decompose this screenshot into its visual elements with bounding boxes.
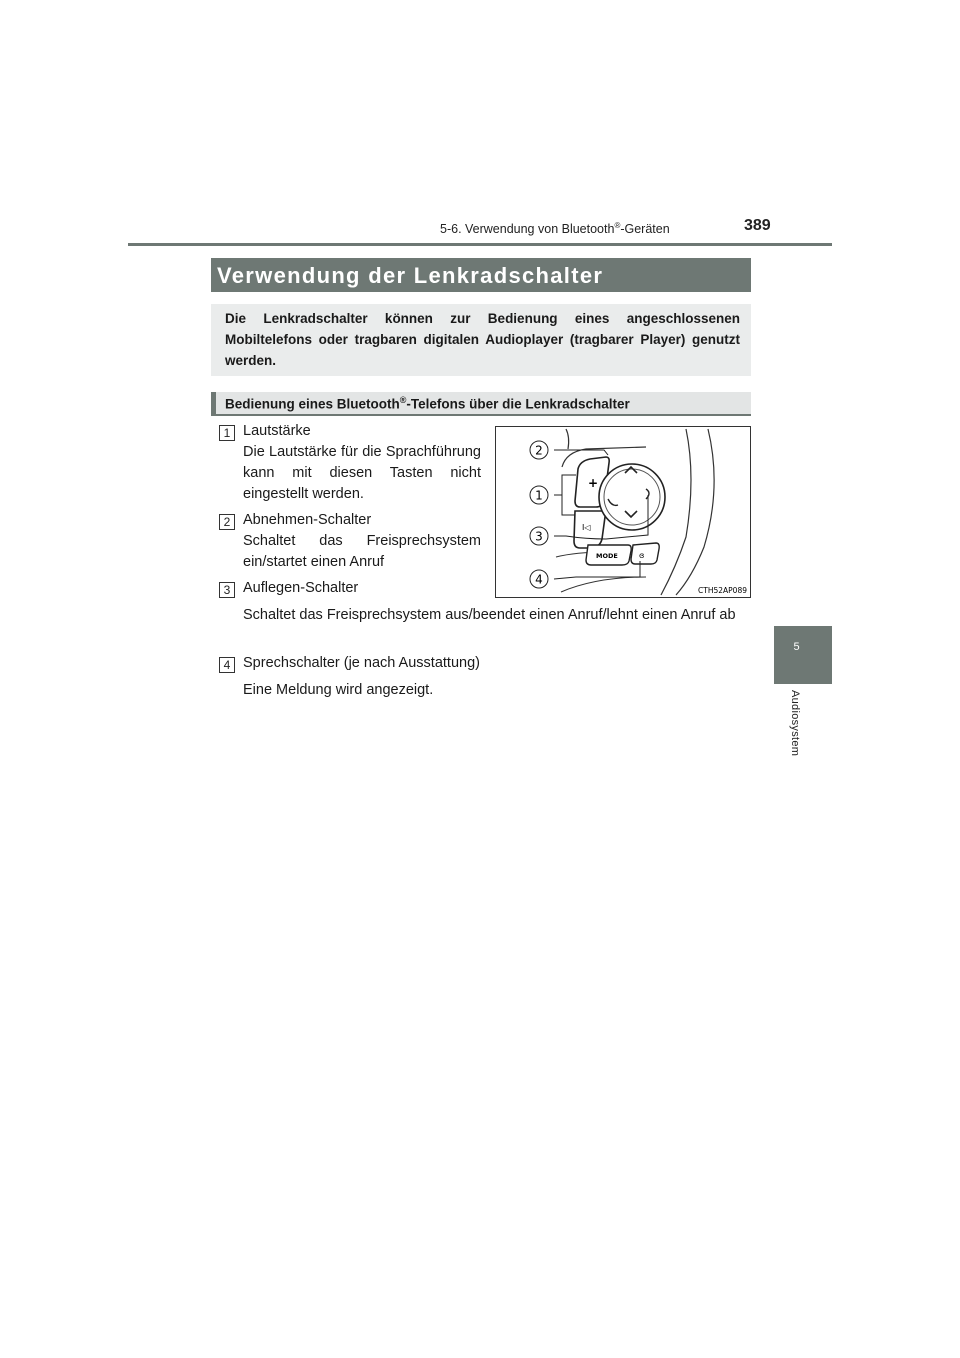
item-desc-answer: Schaltet das Freisprechsystem ein/startet einen Anruf xyxy=(243,533,481,570)
callout-label-2: 2 xyxy=(535,443,543,458)
item-title-volume: Lautstärke xyxy=(243,423,311,439)
chapter-tab-number: 5 xyxy=(793,641,800,653)
wheel-edge-line xyxy=(566,429,569,449)
item-marker-1: 1 xyxy=(219,425,235,441)
mute-icon: I◁ xyxy=(582,523,591,532)
callout-label-4: 4 xyxy=(535,572,543,587)
steering-switch-figure xyxy=(495,426,751,598)
wheel-rim-outer xyxy=(661,429,691,595)
wheel-rim-inner xyxy=(676,429,714,595)
voice-icon: ɞ xyxy=(639,551,645,560)
item-marker-2: 2 xyxy=(219,514,235,530)
callout-line-1 xyxy=(554,475,576,515)
registered-mark: ® xyxy=(399,395,407,405)
item-desc-talk: Eine Meldung wird angezeigt. xyxy=(243,682,434,698)
talk-button[interactable] xyxy=(631,543,659,564)
subheading-suffix: -Telefons über die Lenkradschalter xyxy=(406,396,630,412)
subheading xyxy=(225,395,630,412)
page-title: Verwendung der Lenkradschalter xyxy=(217,263,604,288)
item-desc-volume: Die Lautstärke für die Sprachführung kann mit diesen Tasten nicht eingestellt werden. xyxy=(243,444,481,502)
item-title-talk: Sprechschalter (je nach Ausstattung) xyxy=(243,655,480,671)
item-marker-4: 4 xyxy=(219,657,235,673)
page-number: 389 xyxy=(744,217,771,234)
section-header-text: 5-6. Verwendung von Bluetooth xyxy=(440,222,615,237)
plus-icon: + xyxy=(588,476,599,490)
spoke-lower xyxy=(561,577,646,592)
item-title-hangup: Auflegen-Schalter xyxy=(243,580,359,596)
registered-mark: ® xyxy=(614,221,621,230)
intro-text: Die Lenkradschalter können zur Bedienung eines angeschlossenen Mobiltelefons oder tragbaren digitalen Audioplayer (tragbarer Player) genutzt werden. xyxy=(225,311,740,368)
subheading-text: Bedienung eines Bluetooth xyxy=(225,396,400,412)
callout-label-1: 1 xyxy=(535,488,543,503)
subheading-accent xyxy=(211,392,216,416)
steering-switch-illustration xyxy=(496,427,750,597)
item-title-answer: Abnehmen-Schalter xyxy=(243,512,372,528)
section-header-suffix: -Geräten xyxy=(620,222,670,237)
callout-label-3: 3 xyxy=(535,529,543,544)
figure-code: CTH52AP089 xyxy=(698,586,747,595)
chapter-tab[interactable] xyxy=(774,626,832,684)
mode-label: MODE xyxy=(596,552,618,560)
item-marker-3: 3 xyxy=(219,582,235,598)
callout-line-2 xyxy=(554,450,608,455)
header-divider xyxy=(128,243,832,246)
item-desc-hangup: Schaltet das Freisprechsystem aus/beendet einen Anruf/lehnt einen Anruf ab xyxy=(243,607,736,623)
chapter-tab-label: Audiosystem xyxy=(789,690,801,757)
section-header xyxy=(440,221,670,236)
